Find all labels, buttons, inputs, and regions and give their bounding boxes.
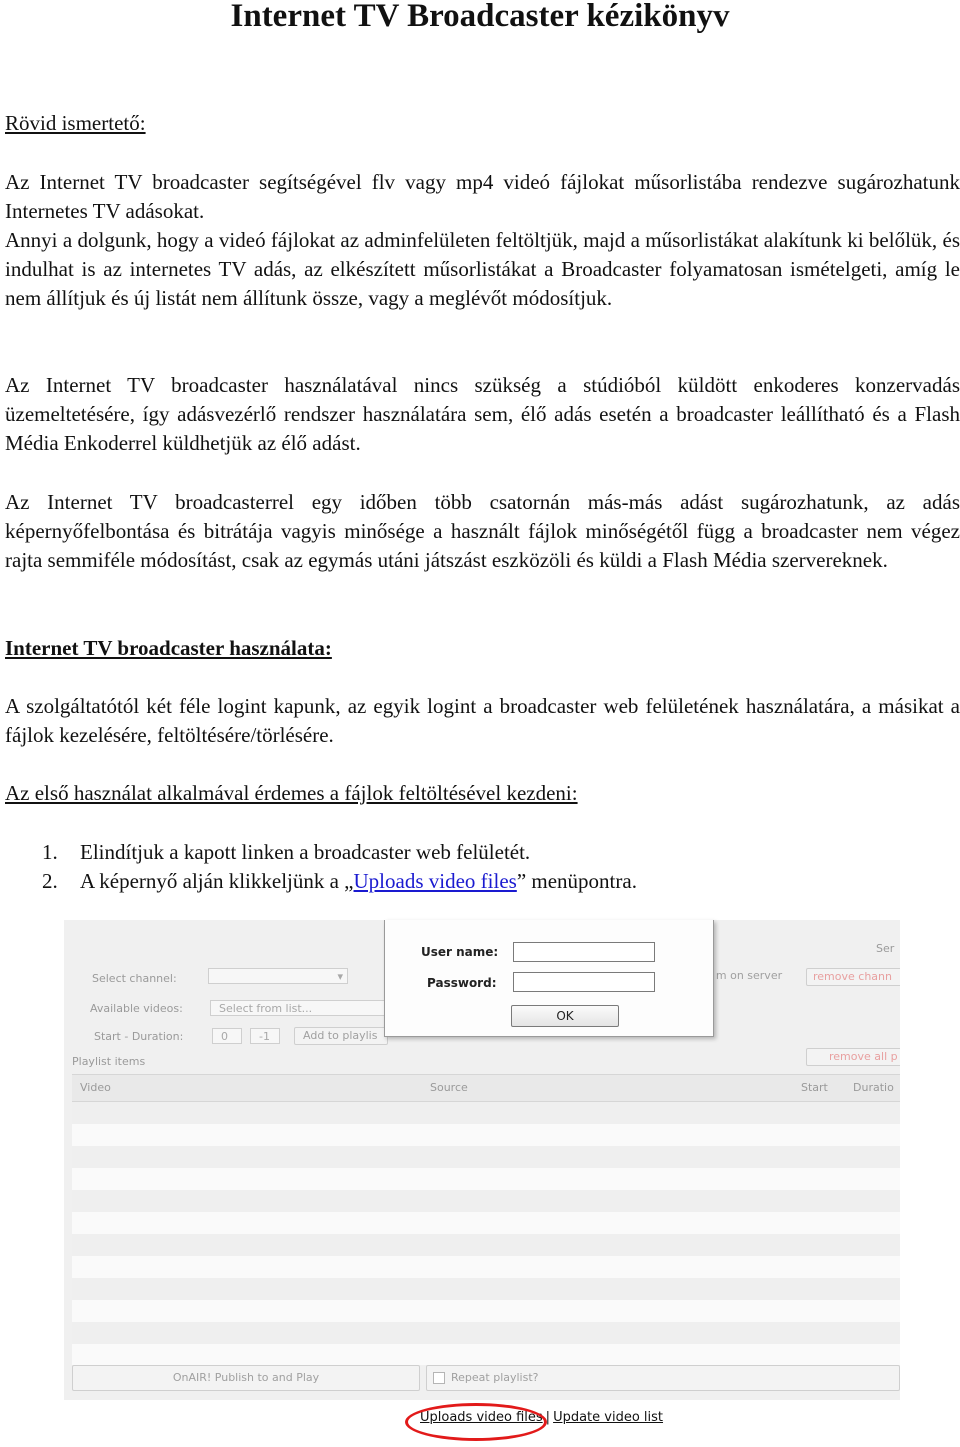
- repeat-playlist-label: Repeat playlist?: [451, 1371, 539, 1384]
- duration-input[interactable]: -1: [250, 1028, 280, 1044]
- repeat-playlist-area: [426, 1365, 900, 1391]
- remove-all-button[interactable]: remove all p: [806, 1048, 900, 1066]
- step-text: [80, 867, 637, 896]
- paragraph-intro-4: Az Internet TV broadcasterrel egy időben több csatornán más-más adást sugározhatunk, az adás képernyőfelbontása és bitrátája vagyis minősége a használt fájlok minőségétől függ a broadcaster nem végez rajta semmiféle módosítást, csak az egymás utáni játszást eszközöli és küldi a Flash Média szervereknek.: [5, 490, 960, 573]
- bottom-bar: [72, 1365, 900, 1395]
- publish-and-play-button[interactable]: OnAIR! Publish to and Play: [72, 1365, 420, 1391]
- available-videos-label: Available videos:: [90, 1002, 183, 1015]
- uploads-video-files-menu-link[interactable]: Uploads video files: [420, 1410, 543, 1425]
- document-title: Internet TV Broadcaster kézikönyv: [230, 0, 730, 34]
- password-input[interactable]: [513, 972, 655, 992]
- step-item: [42, 867, 637, 896]
- update-video-list-link[interactable]: Update video list: [553, 1410, 664, 1425]
- step-text: Elindítjuk a kapott linken a broadcaster web felületét.: [80, 840, 531, 864]
- table-header: [72, 1075, 900, 1102]
- table-row: [72, 1322, 900, 1344]
- password-label: Password:: [427, 976, 497, 990]
- highlight-circle: [405, 1403, 547, 1441]
- select-channel-dropdown[interactable]: [208, 968, 348, 984]
- step-number: 1.: [42, 840, 58, 864]
- section-heading-usage: Internet TV broadcaster használata:: [5, 636, 332, 660]
- item-on-server-button[interactable]: m on server: [715, 969, 783, 982]
- ok-button[interactable]: OK: [511, 1005, 619, 1027]
- available-videos-dropdown[interactable]: Select from list...: [210, 1000, 388, 1016]
- column-start: Start: [801, 1081, 828, 1094]
- chevron-down-icon: ▾: [337, 970, 343, 983]
- table-row: [72, 1278, 900, 1300]
- login-dialog: [384, 920, 714, 1037]
- table-row: [72, 1102, 900, 1124]
- step-item: [42, 838, 637, 867]
- paragraph-intro-2: Annyi a dolgunk, hogy a videó fájlokat az adminfelületen feltöltjük, majd a műsorlistákat alakítunk ki belőlük, és indulhat is az internetes TV adás, az elkészített műsorlistákat a Broadcaster folyamatosan ismételgeti, amíg le nem állítjuk és új listát nem állítunk össze, vagy a meglévőt módosítjuk.: [5, 228, 960, 311]
- playlist-table: [72, 1074, 900, 1365]
- column-source: Source: [430, 1081, 468, 1094]
- link-separator: |: [545, 1410, 551, 1425]
- start-duration-label: Start - Duration:: [94, 1030, 184, 1043]
- table-row: [72, 1146, 900, 1168]
- table-row: [72, 1190, 900, 1212]
- user-name-label: User name:: [421, 945, 499, 959]
- add-to-playlist-button[interactable]: Add to playlis: [294, 1027, 388, 1045]
- repeat-playlist-checkbox[interactable]: [433, 1372, 445, 1384]
- paragraph-intro-1: Az Internet TV broadcaster segítségével flv vagy mp4 videó fájlokat műsorlistába rendezve sugározhatunk Internetes TV adásokat.: [5, 170, 960, 224]
- steps-list: [42, 838, 637, 896]
- user-name-input[interactable]: [513, 942, 655, 962]
- step-number: 2.: [42, 869, 58, 894]
- remove-channel-button[interactable]: remove chann: [806, 968, 900, 986]
- subheading-first-use: Az első használat alkalmával érdemes a fájlok feltöltésével kezdeni:: [5, 781, 578, 805]
- paragraph-usage-1: A szolgáltatótól két féle logint kapunk, az egyik logint a broadcaster web felületének használatára, a másikat a fájlok kezelésére, feltöltésére/törlésére.: [5, 694, 960, 748]
- server-label: Ser: [876, 942, 895, 955]
- step-text-after: ” menüpontra.: [516, 869, 637, 894]
- playlist-items-label: Playlist items: [72, 1055, 146, 1068]
- column-duration: Duratio: [853, 1081, 894, 1094]
- select-channel-label: Select channel:: [92, 972, 177, 985]
- section-heading-intro: Rövid ismertető:: [5, 111, 146, 135]
- table-row: [72, 1234, 900, 1256]
- start-input[interactable]: 0: [212, 1028, 242, 1044]
- column-video: Video: [80, 1081, 111, 1094]
- paragraph-intro-3: Az Internet TV broadcaster használatával nincs szükség a stúdióból küldött enkoderes konzervadás üzemeltetésére, így adásvezérlő rendszer használatára sem, élő adás esetén a broadcaster leállítható és a Flash Média Enkoderrel küldhetjük az élő adást.: [5, 373, 960, 456]
- step-text-before: A képernyő alján klikkeljünk a „: [80, 869, 354, 894]
- uploads-video-files-link[interactable]: Uploads video files: [353, 869, 517, 894]
